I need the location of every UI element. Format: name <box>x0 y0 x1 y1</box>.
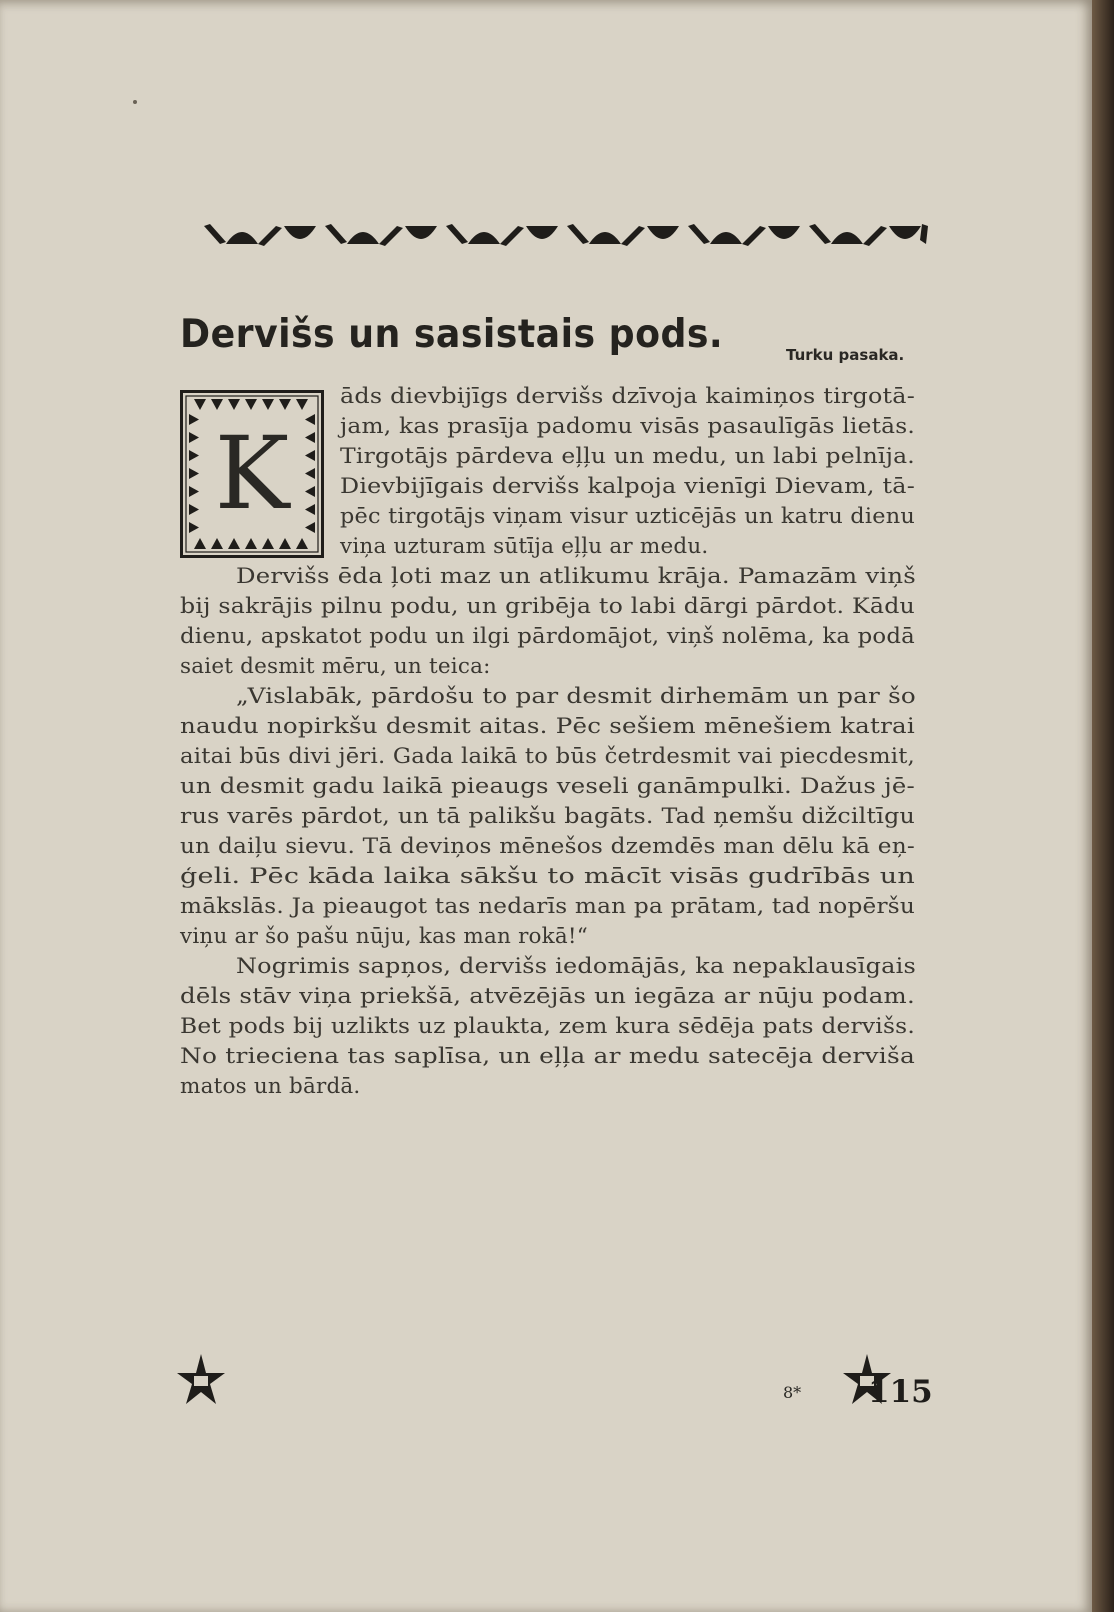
text-line: naudu nopirkšu desmit aitas. Pēc sešiem mēnešiem katrai <box>180 714 915 739</box>
ornament-motif <box>325 224 437 246</box>
page-title: Dervišs un sasistais pods. <box>180 312 724 357</box>
ornament-motif <box>809 224 921 246</box>
text-line: Dievbijīgais dervišs kalpoja vienīgi Dievam, tā- <box>340 474 915 499</box>
text-line: „Vislabāk, pārdošu to par desmit dirhemām un par šo <box>236 684 917 709</box>
initial-letter: K <box>214 415 290 532</box>
text-line: rus varēs pārdot, un tā palikšu bagāts. Tad ņemšu dižciltīgu <box>180 804 915 829</box>
text-line: aitai būs divi jēri. Gada laikā to būs četrdesmit vai piecdesmit, <box>180 744 915 769</box>
text-line: No trieciena tas saplīsa, un eļļa ar medu satecēja derviša <box>180 1044 915 1069</box>
decorated-initial <box>180 390 324 558</box>
ornament-band <box>204 218 930 252</box>
text-line: viņa uzturam sūtīja eļļu ar medu. <box>340 534 709 559</box>
ornament-motif <box>567 224 679 246</box>
text-line: matos un bārdā. <box>180 1074 361 1099</box>
ornament-motif <box>688 224 800 246</box>
signature-mark: 8* <box>783 1383 802 1402</box>
text-line: un daiļu sievu. Tā deviņos mēnešos dzemdēs man dēlu kā eņ- <box>180 834 915 859</box>
text-line: Bet pods bij uzlikts uz plaukta, zem kura sēdēja pats dervišs. <box>180 1014 915 1039</box>
text-line: jam, kas prasīja padomu visās pasaulīgās lietās. <box>340 414 915 439</box>
text-line: dienu, apskatot podu un ilgi pārdomājot, viņš nolēma, ka podā <box>180 624 915 649</box>
text-line: bij sakrājis pilnu podu, un gribēja to labi dārgi pārdot. Kādu <box>180 594 915 619</box>
text-line: dēls stāv viņa priekšā, atvēzējās un iegāza ar nūju podam. <box>180 984 915 1009</box>
text-line: viņu ar šo pašu nūju, kas man rokā!“ <box>180 924 588 949</box>
star-ornament-left-icon <box>170 1352 232 1414</box>
text-line: ģeli. Pēc kāda laika sākšu to mācīt visās gudrībās un <box>180 864 915 889</box>
ornament-end <box>920 224 928 244</box>
text-line: un desmit gadu laikā pieaugs veseli ganāmpulki. Dažus jē- <box>180 774 915 799</box>
text-line: āds dievbijīgs dervišs dzīvoja kaimiņos tirgotā- <box>340 384 915 409</box>
text-line: Dervišs ēda ļoti maz un atlikumu krāja. Pamazām viņš <box>236 564 916 589</box>
subtitle: Turku pasaka. <box>786 346 905 364</box>
text-line: pēc tirgotājs viņam visur uzticējās un katru dienu <box>340 504 915 529</box>
ornament-motif <box>446 224 558 246</box>
paper-speck <box>133 100 137 104</box>
text-line: Nogrimis sapņos, dervišs iedomājās, ka nepaklausīgais <box>236 954 916 979</box>
text-line: mākslās. Ja pieaugot tas nedarīs man pa prātam, tad nopēršu <box>180 894 915 919</box>
ornament-motif <box>204 224 316 246</box>
book-edge <box>1092 0 1114 1612</box>
text-line: saiet desmit mēru, un teica: <box>180 654 491 679</box>
page-number: 115 <box>868 1374 933 1410</box>
text-line: Tirgotājs pārdeva eļļu un medu, un labi pelnīja. <box>340 444 915 469</box>
